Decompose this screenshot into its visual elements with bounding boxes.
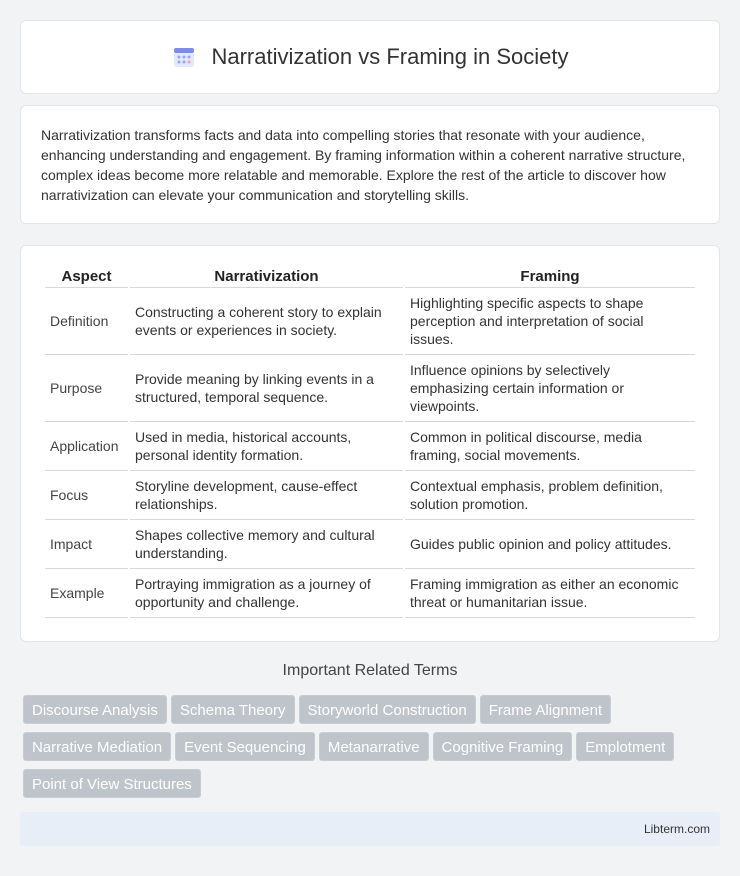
table-cell: Framing immigration as either an economic threat or humanitarian issue. (405, 569, 695, 618)
table-cell-aspect: Purpose (45, 355, 128, 422)
footer-site-link[interactable]: Libterm.com (643, 822, 710, 836)
related-term-tag[interactable]: Cognitive Framing (433, 732, 573, 761)
table-row (45, 422, 695, 471)
table-cell: Constructing a coherent story to explain events or experiences in society. (130, 288, 403, 355)
table-cell: Guides public opinion and policy attitudes. (405, 520, 695, 569)
table-row (45, 471, 695, 520)
page-title: Narrativization vs Framing in Society (211, 44, 569, 69)
related-term-tag[interactable]: Emplotment (576, 732, 674, 761)
related-term-tag[interactable]: Point of View Structures (23, 769, 201, 798)
table-cell: Common in political discourse, media framing, social movements. (405, 422, 695, 471)
related-term-tag[interactable]: Narrative Mediation (23, 732, 171, 761)
related-term-tag[interactable]: Storyworld Construction (299, 695, 476, 724)
table-row (45, 569, 695, 618)
table-row (45, 288, 695, 355)
related-term-tag[interactable]: Event Sequencing (175, 732, 315, 761)
table-cell-aspect: Impact (45, 520, 128, 569)
intro-card (20, 105, 720, 224)
table-cell: Used in media, historical accounts, personal identity formation. (130, 422, 403, 471)
comparison-table (43, 262, 697, 618)
column-header: Aspect (45, 262, 128, 288)
table-row (45, 355, 695, 422)
footer (20, 812, 720, 846)
table-cell-aspect: Application (45, 422, 128, 471)
table-cell: Influence opinions by selectively emphasizing certain information or viewpoints. (405, 355, 695, 422)
table-cell: Shapes collective memory and cultural understanding. (130, 520, 403, 569)
related-terms-title: Important Related Terms (282, 662, 458, 679)
header-card (20, 20, 720, 94)
column-header: Framing (405, 262, 695, 288)
table-cell: Highlighting specific aspects to shape perception and interpretation of social issues. (405, 288, 695, 355)
table-cell: Storyline development, cause-effect relationships. (130, 471, 403, 520)
calendar-grid-icon (171, 44, 197, 70)
column-header: Narrativization (130, 262, 403, 288)
related-terms-list (23, 695, 723, 806)
table-cell-aspect: Example (45, 569, 128, 618)
related-term-tag[interactable]: Frame Alignment (480, 695, 611, 724)
comparison-table-card (20, 245, 720, 642)
table-cell: Provide meaning by linking events in a structured, temporal sequence. (130, 355, 403, 422)
table-cell-aspect: Focus (45, 471, 128, 520)
related-term-tag[interactable]: Discourse Analysis (23, 695, 167, 724)
intro-text: Narrativization transforms facts and data into compelling stories that resonate with your audience, enhancing understanding and engagement. By framing information within a coherent narrative structure, complex ideas become more relatable and memorable. Explore the rest of the article to discover how narrativization can elevate your communication and storytelling skills. (41, 127, 686, 203)
table-header-row (45, 262, 695, 288)
table-row (45, 520, 695, 569)
table-cell: Portraying immigration as a journey of opportunity and challenge. (130, 569, 403, 618)
related-term-tag[interactable]: Schema Theory (171, 695, 295, 724)
table-cell-aspect: Definition (45, 288, 128, 355)
related-term-tag[interactable]: Metanarrative (319, 732, 429, 761)
table-cell: Contextual emphasis, problem definition, solution promotion. (405, 471, 695, 520)
